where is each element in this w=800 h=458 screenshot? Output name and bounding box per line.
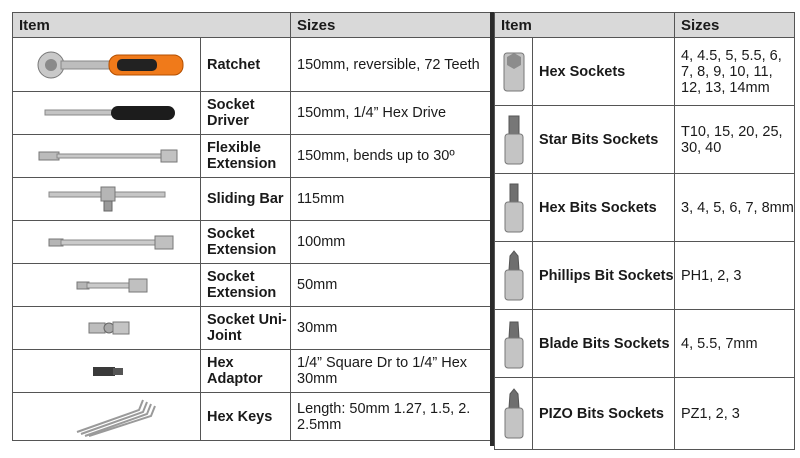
item-size: 30mm xyxy=(291,307,491,350)
item-name: Ratchet xyxy=(201,38,291,92)
uni-joint-icon xyxy=(27,313,187,343)
table-row xyxy=(495,242,795,310)
hex-adaptor-icon xyxy=(27,356,187,386)
blade-bit-socket-icon xyxy=(499,316,529,372)
header-item: Item xyxy=(495,13,675,38)
header-sizes: Sizes xyxy=(291,13,491,38)
item-name: Socket Extension xyxy=(201,264,291,307)
table-row xyxy=(495,106,795,174)
hex-bit-socket-icon xyxy=(499,180,529,236)
pozi-bit-socket-image xyxy=(495,378,533,450)
item-name: Hex Adaptor xyxy=(201,350,291,393)
table-row xyxy=(13,264,491,307)
flexible-extension-icon xyxy=(27,141,187,171)
table-row xyxy=(495,174,795,242)
item-size: PZ1, 2, 3 xyxy=(675,378,795,450)
table-row xyxy=(13,350,491,393)
hex-socket-icon xyxy=(499,47,529,97)
item-name: PIZO Bits Sockets xyxy=(533,378,675,450)
item-size: 1/4” Square Dr to 1/4” Hex 30mm xyxy=(291,350,491,393)
table-row xyxy=(13,92,491,135)
hex-keys-image xyxy=(13,393,201,441)
hex-keys-icon xyxy=(27,396,187,438)
blade-bit-socket-image xyxy=(495,310,533,378)
hex-adaptor-image xyxy=(13,350,201,393)
table-row xyxy=(495,310,795,378)
socket-extension-image xyxy=(13,221,201,264)
item-name: Blade Bits Sockets xyxy=(533,310,675,378)
table-row xyxy=(13,178,491,221)
table-row xyxy=(13,393,491,441)
item-size: 50mm xyxy=(291,264,491,307)
table-row xyxy=(495,38,795,106)
item-size: 150mm, 1/4” Hex Drive xyxy=(291,92,491,135)
item-name: Star Bits Sockets xyxy=(533,106,675,174)
phillips-bit-socket-image xyxy=(495,242,533,310)
phillips-bit-socket-icon xyxy=(499,248,529,304)
item-name: Hex Sockets xyxy=(533,38,675,106)
table-row xyxy=(13,221,491,264)
item-size: 150mm, bends up to 30º xyxy=(291,135,491,178)
tools-table-left xyxy=(12,12,491,441)
table-header xyxy=(13,13,491,38)
item-size: 4, 4.5, 5, 5.5, 6, 7, 8, 9, 10, 11, 12, 13, 14mm xyxy=(675,38,795,106)
item-size: 3, 4, 5, 6, 7, 8mm xyxy=(675,174,795,242)
hex-socket-image xyxy=(495,38,533,106)
hex-bit-socket-image xyxy=(495,174,533,242)
item-name: Hex Bits Sockets xyxy=(533,174,675,242)
item-size: T10, 15, 20, 25, 30, 40 xyxy=(675,106,795,174)
ratchet-image xyxy=(13,38,201,92)
uni-joint-image xyxy=(13,307,201,350)
table-row xyxy=(495,378,795,450)
star-bit-socket-icon xyxy=(499,112,529,168)
tools-table-right xyxy=(494,12,795,450)
socket-extension-icon xyxy=(27,227,187,257)
table-row xyxy=(13,307,491,350)
flexible-extension-image xyxy=(13,135,201,178)
star-bit-socket-image xyxy=(495,106,533,174)
table-row xyxy=(13,135,491,178)
item-size: 150mm, reversible, 72 Teeth xyxy=(291,38,491,92)
socket-extension-icon xyxy=(27,270,187,300)
item-name: Flexible Extension xyxy=(201,135,291,178)
item-name: Sliding Bar xyxy=(201,178,291,221)
socket-extension-image xyxy=(13,264,201,307)
item-name: Hex Keys xyxy=(201,393,291,441)
item-name: Socket Extension xyxy=(201,221,291,264)
item-name: Socket Driver xyxy=(201,92,291,135)
socket-driver-icon xyxy=(27,98,187,128)
item-size: Length: 50mm 1.27, 1.5, 2. 2.5mm xyxy=(291,393,491,441)
sliding-bar-icon xyxy=(27,182,187,216)
pozi-bit-socket-icon xyxy=(499,386,529,442)
header-sizes: Sizes xyxy=(675,13,795,38)
sliding-bar-image xyxy=(13,178,201,221)
table-row xyxy=(13,38,491,92)
item-size: 4, 5.5, 7mm xyxy=(675,310,795,378)
item-name: Phillips Bit Sockets xyxy=(533,242,675,310)
socket-driver-image xyxy=(13,92,201,135)
item-size: PH1, 2, 3 xyxy=(675,242,795,310)
header-item: Item xyxy=(13,13,291,38)
ratchet-icon xyxy=(27,45,187,85)
item-name: Socket Uni-Joint xyxy=(201,307,291,350)
table-header xyxy=(495,13,795,38)
item-size: 100mm xyxy=(291,221,491,264)
item-size: 115mm xyxy=(291,178,491,221)
